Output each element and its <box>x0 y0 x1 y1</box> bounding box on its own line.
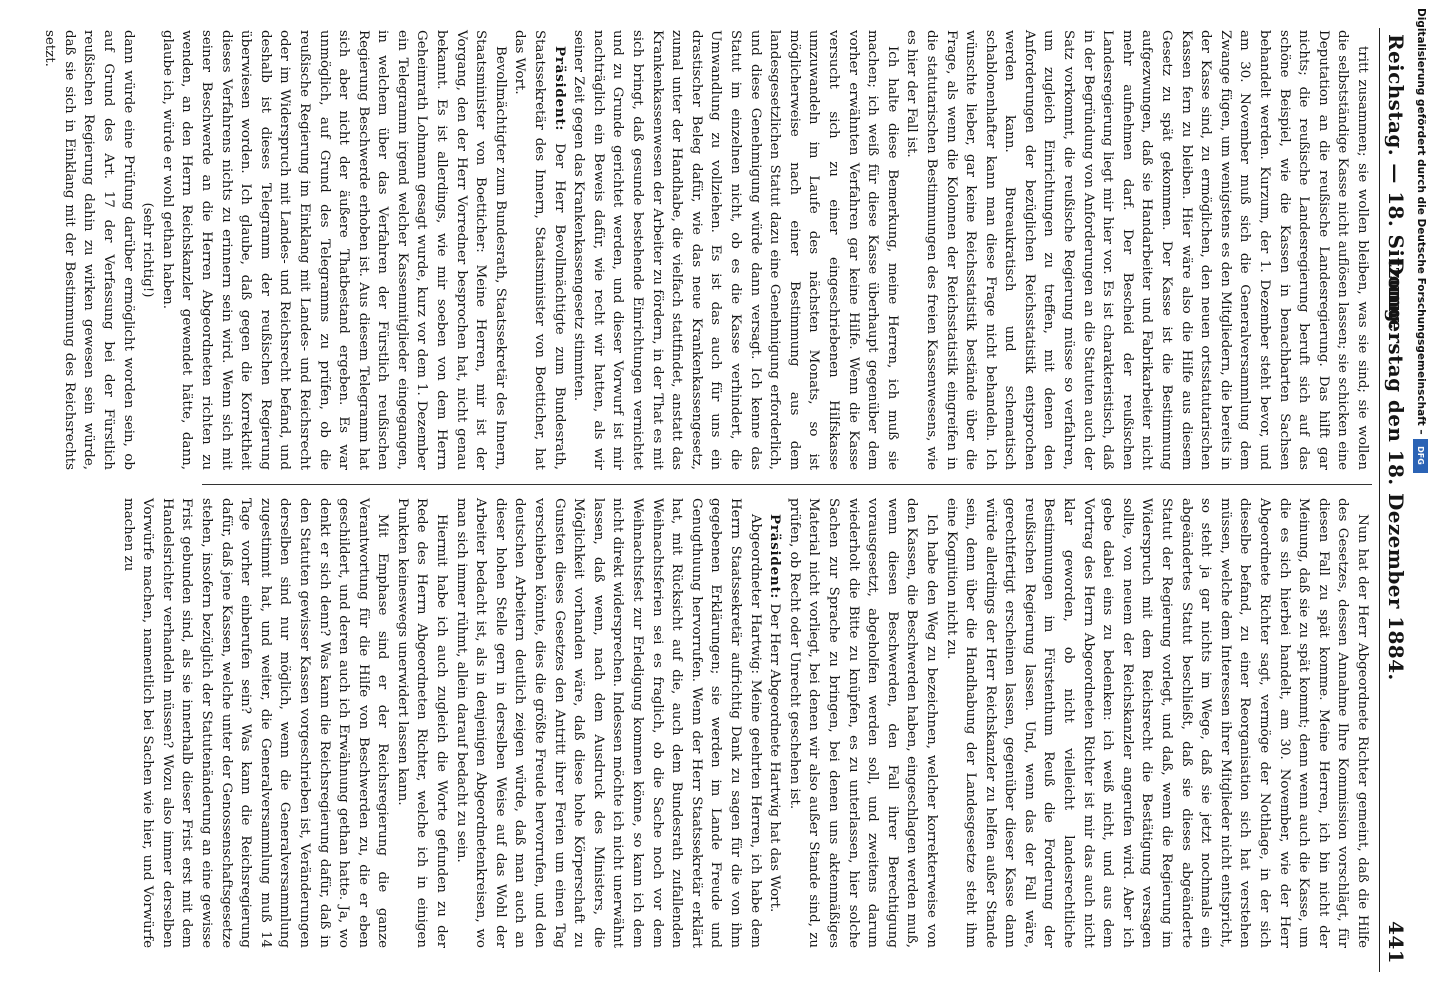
paragraph-text: tritt zusammen; sie wollen bleiben, was sie sind; sie wollen die selbstständige Kasse nicht auflösen lassen; sie schicken eine Deputation an die reußische Landesregierung. Das hilft gar nichts; die reußische Landesregierung beruft sich auf das schöne Beispiel, wie die Kassen in benachbarten Sachsen behandelt werden. Kurzum, der 1. Dezember steht bevor, und am 30. November muß sich die Generalversammlung dem Zwange fügen, um wenigstens es den Mitgliedern, die bereits in der Kasse sind, zu ermöglichen, den neuen ortsstatutarischen Kassen fern zu bleiben. Hier wäre also die Hilfe aus diesem Gesetz zu spät gekommen. Der Kasse ist die Bestimmung aufgezwungen, daß sie Handarbeiter und Fabrikarbeiter nicht mehr aufnehmen darf. Der Bescheid der reußischen Landesregierung liegt mir hier vor. Es ist charakteristisch, daß in der Begründung von Anforderungen an die Statuten auch der Satz vorkommt, die reußische Regierung müsse so verfahren, um zugleich Einrichtungen zu treffen, mit denen den Anforderungen der bezüglichen Reichsstatistik entsprochen werden kann. Bureaukratisch und schematisch schablonenhafter kann man diese Frage nicht behandeln. Ich wünschte lieber, gar keine Reichsstatistik bestände über die Frage, als wenn die Kolonnen der Reichsstatistik eingreifen in die statutarischen Bestimmungen des freien Kassenwesens, wie es hier der Fall ist. <box>904 30 1370 470</box>
left-paragraph <box>510 30 569 470</box>
right-paragraph <box>118 498 392 948</box>
right-paragraph <box>765 498 785 948</box>
paragraph-text: Ich halte diese Bemerkung, meine Herren, ich muß sie machen; ich weiß für diese Kasse überhaupt gegenüber dem vorher erwähnten Verfahren gar keine Hilfe. Wenn die Kasse versucht sich zu einer eingeschriebenen Hilfskasse umzuwandeln im Laufe des nächsten Monats, so ist möglicherweise nach einer Bestimmung aus dem landesgesetzlichen Statut dazu eine Genehmigung erforderlich, und diese Genehmigung würde dann versagt. Ich kenne das Statut im einzelnen nicht, ob es die Kasse verhindert, die Umwandlung zu vollziehen. Es ist das auch für uns ein drastischer Beleg dafür, wie das neue Krankenkassengesetz, zumal unter der Handhabe, die vielfach stattfindet, anstatt das Krankenkassenwesen der Arbeiter zu fördern, in der That es mit sich bringt, daß gesunde bestehende Einrichtungen vernichtet und zu Grunde gerichtet werden, und dieser Vorwurf ist mir nachträglich ein Beweis dafür, wie recht wir hatten, als wir seiner Zeit gegen das Krankenkassengesetz stimmten. <box>571 30 900 470</box>
paragraph-text: dann würde eine Prüfung darüber ermöglicht worden sein, ob auf Grund des Art. 17 der Verfassung bei der Fürstlich reußischen Regierung dahin zu wirken gewesen sein würde, daß sie sich in Einklang mit der Bestimmung des Reichsrechts setzt. <box>42 30 136 470</box>
dfg-logo <box>1413 439 1428 473</box>
left-paragraph <box>157 30 510 470</box>
right-text-column <box>120 498 1372 948</box>
paragraph-text: Bevollmächtigter zum Bundesrath, Staatssekretär des Innern, Staatsminister von Boetticher: Meine Herren, mir ist der Vorgang, den der Herr Vorredner besprochen hat, nicht genau bekannt. Es ist allerdings, wie mir soeben von dem Herrn Geheimrath Lohmann gesagt wurde, kurz vor dem 1. Dezember ein Telegramm irgend welcher Kassenmitglieder eingegangen, in welchem über das Verfahren der Fürstlich reußischen Regierung Beschwerde erhoben ist. Aus diesem Telegramm hat sich aber nicht der äußere Thatbestand ergeben. Es war unmöglich, auf Grund des Telegramms zu prüfen, ob die reußische Regierung im Einklang mit Landes- und Reichsrecht oder im Widerspruch mit Landes- und Reichsrecht befand, und deshalb ist dieses Telegramm der reußischen Regierung überwiesen worden. Ich glaube, daß gegen die Korrektheit dieses Verfahrens nichts zu erinnern sein wird. Wenn sich mit seiner Beschwerde an die Herren Abgeordneten richten zu wenden, an den Herrn Reichskanzler gewendet hätte, dann, glaube ich, würde er wohl gethan haben. <box>159 30 508 470</box>
left-text-column <box>42 30 1372 470</box>
header-session: Reichstag. — 18. Sitzung. <box>1384 34 1408 331</box>
left-paragraph <box>902 30 1372 470</box>
paragraph-text: Der Herr Abgeordnete Hartwig hat das Wort. <box>767 603 783 913</box>
paragraph-text: Mit Emphase sind er der Reichsregierung die ganze Verantwortung für die Hilfe von Beschwerden zu, die er eben geschildert, und deren auch ich Erwähnung gethan hatte. Ja, wo denkt er sich denn? Was kann die Reichsregierung dafür, daß in den Statuten gewisser Kassen vorgeschrieben ist, Veränderungen derselben sind nur möglich, wenn die Generalversammlung zugestimmt hat, und weiter, die Generalversammlung muß 14 Tage vorher einberufen sein? Was kann die Reichsregierung dafür, daß jene Kassen, welche unter der Genossenschaftsgesetze stehen, insofern bezüglich der Statutenänderung an eine gewisse Frist gebunden sind, als sie innerhalb dieser Frist erst mit dem Handelsrichter verhandeln müssen? Wozu also immer derselben Vorwürfe machen, namentlich bei Sachen wie hier, und Vorwürfe machen zu <box>120 498 391 948</box>
paragraph-text: Der Herr Bevollmächtigte zum Bundesrath, Staatssekretär des Innern, Staatsminister von Boetticher, hat das Wort. <box>512 30 567 470</box>
page-number: 441 <box>1384 921 1408 964</box>
header-date: Donnerstag den 18. Dezember 1884. <box>1384 258 1408 681</box>
left-paragraph <box>569 30 902 470</box>
right-paragraph <box>392 498 451 948</box>
paragraph-text: Nun hat der Herr Abgeordnete Richter gemeint, daß die Hilfe des Gesetzes, dessen Annahme Ihre Kommission vorschlägt, für diesen Fall zu spät komme. Meine Herren, ich bin nicht der Meinung, daß sie zu spät kommt; denn wenn auch die Kasse, um die es sich hierbei handelt, am 30. November, wie der Herr Abgeordnete Richter sagt, vermöge der Nothlage, in der sich dieselbe befand, zu einer Reorganisation sich hat verstehen müssen, welche dem Interessen ihrer Mitglieder nicht entspricht, so steht ja gar nichts im Wege, daß sie jetzt nochmals ein abgeändertes Statut beschließt, daß sie dieses abgeänderte Statut der Regierung vorlegt, und daß, wenn die Regierung im Widerspruch mit dem Reichsrecht die Bestätigung versagen sollte, von neuem der Reichskanzler angerufen wird. Aber ich gebe dabei eins zu bedenken: ich weiß nicht, und aus dem Vortrag des Herrn Abgeordneten Richter ist mir das auch nicht klar geworden, ob nicht vielleicht landesrechtliche Bestimmungen im Fürstenthum Reuß die Forderung der reußischen Regierung lassen. Und, wenn das der Fall wäre, gerechtfertigt erscheinen lassen, gegenüber dieser Kasse dann würde allerdings der Herr Reichskanzler zu helfen außer Stande sein, denn über die Handhabung der Landesgesetze steht ihm eine Kognition nicht zu. <box>943 498 1370 948</box>
paragraph-text: Hiermit habe ich auch zugleich die Worte gefunden zu der Rede des Herrn Abgeordneten Richter, welche ich in einigen Punkten keineswegs unerwidert lassen kann. <box>394 498 450 948</box>
right-paragraph <box>941 498 1372 948</box>
speaker-label: Präsident: <box>767 514 784 600</box>
paragraph-text: Ich habe den Weg zu bezeichnen, welcher korrekterweise von den Kassen, die Beschwerden haben, eingeschlagen werden muß, wenn diesen Beschwerden, den Fall ihrer Berechtigung vorausgesetzt, abgeholfen werden soll, und zweitens darum wiederholt die Bitte zu knüpfen, es zu unterlassen, hier solche Sachen zur Sprache zu bringen, bei denen uns aktenmäßiges Material nicht vorliegt, bei denen wir also außer Stande sind, zu prüfen, ob Recht oder Unrecht geschehen ist. <box>786 498 939 948</box>
column-divider <box>202 484 1372 485</box>
speaker-label: Präsident: <box>551 46 568 132</box>
credit-text: Digitalisierung gefördert durch die Deutsche Forschungsgemeinschaft – <box>1415 8 1427 435</box>
right-paragraph <box>784 498 941 948</box>
paragraph-text: Abgeordneter Hartwig: Meine geehrten Herren, ich habe dem Herrn Staatssekretär aufrichtig Dank zu sagen für die von ihm gegebenen Erklärungen; sie werden im Lande Freude und Genugthuung hervorrufen. Wenn der Herr Staatssekretär erklärt hat, mit Rücksicht auf die, auch dem Bundesrath zufallenden Weihnachtsferien sei es fraglich, ob die Sache noch vor dem Weihnachtsfest zur Erledigung kommen könne, so kann ich dem nicht direkt widersprechen. Indessen möchte ich nicht unerwähnt lassen, daß wenn, nach dem Ausdruck des Ministers, die Möglichkeit vorhanden wäre, daß diese hohe Körperschaft zu Gunsten dieses Gesetzes den Antritt ihrer Ferien um einen Tag verschieben könnte, dies die größte Freude hervorrufen, und den deutschen Arbeitern deutlich zeigen würde, daß man auch an dieser hohen Stelle gern in derselben Weise auf das Wohl der Arbeiter bedacht ist, als in denjenigen Abgeordnetenkreisen, wo man sich immer rühmt, allein darauf bedacht zu sein. <box>453 498 763 948</box>
dfg-logo-text: DFG <box>1416 446 1426 466</box>
right-paragraph <box>451 498 765 948</box>
digitization-credit <box>1409 8 1429 992</box>
left-paragraph <box>40 30 138 470</box>
left-interjection: (sehr richtig!) <box>140 202 156 298</box>
